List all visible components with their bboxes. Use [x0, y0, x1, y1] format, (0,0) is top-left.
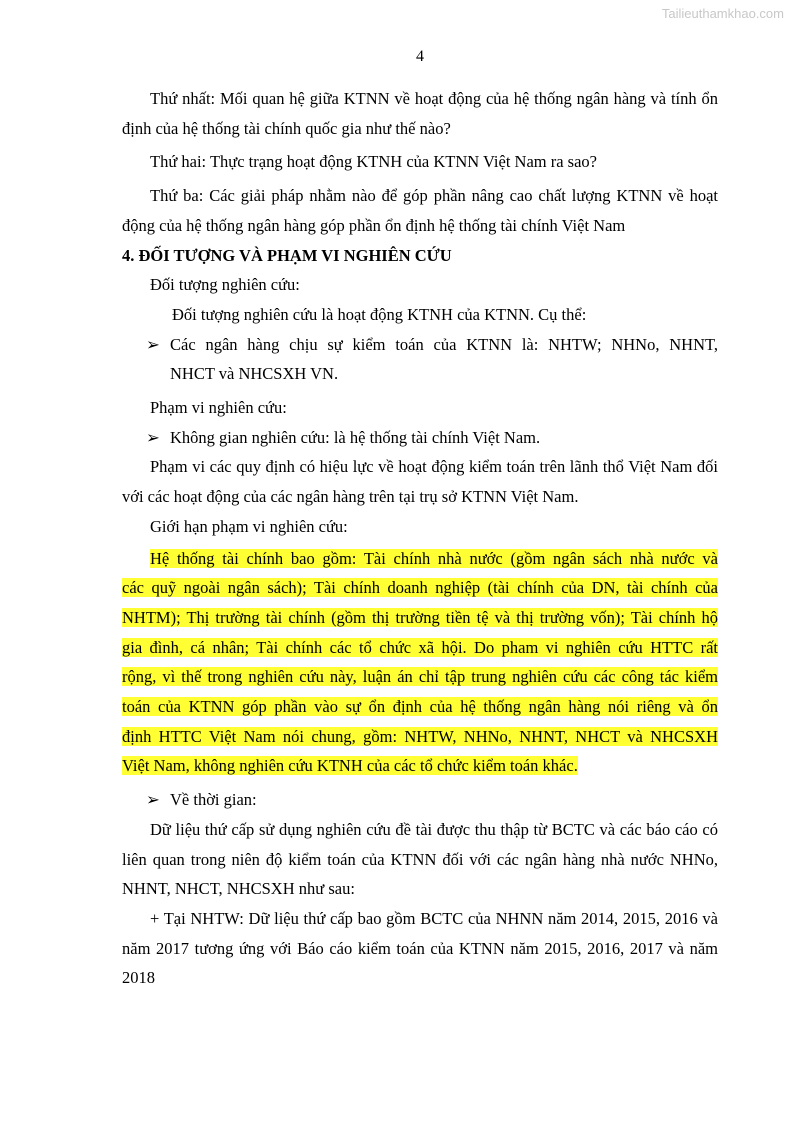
question-2: Thứ hai: Thực trạng hoạt động KTNH của KTNN Việt Nam ra sao?: [150, 152, 597, 172]
arrow-bullet-icon: ➢: [146, 790, 160, 810]
nhtw-text: + Tại NHTW: Dữ liệu thứ cấp bao gồm BCTC của NHNN năm 2014, 2015, 2016 và năm 2017 tương ứng với Báo cáo kiểm toán của KTNN năm 2015, 2016, 2017 và năm 2018: [122, 908, 718, 988]
highlighted-paragraph: [122, 544, 718, 782]
highlight-line: NHTM); Thị trường tài chính (gồm thị trường tiền tệ và thị trường vốn); Tài chính hộ: [122, 607, 718, 627]
time-text: Dữ liệu thứ cấp sử dụng nghiên cứu đề tài được thu thập từ BCTC và các báo cáo có liên quan trong niên độ kiểm toán của KTNN đối với các ngân hàng nhà nước NHNo, NHNT, NHCT, NHCSXH như sau:: [122, 819, 718, 899]
highlight-line: rộng, vì thế trong nghiên cứu này, luận án chỉ tập trung nghiên cứu các công tác kiểm: [122, 667, 718, 687]
document-body: [122, 84, 718, 993]
limit-label: Giới hạn phạm vi nghiên cứu:: [150, 516, 348, 536]
bullet-time: [122, 785, 718, 815]
bullet-time-text: Về thời gian:: [170, 790, 257, 810]
object-label: Đối tượng nghiên cứu:: [150, 275, 300, 295]
section-heading-4: 4. ĐỐI TƯỢNG VÀ PHẠM VI NGHIÊN CỨU: [122, 245, 452, 265]
question-3: Thứ ba: Các giải pháp nhằm nào để góp phần nâng cao chất lượng KTNN về hoạt động của hệ thống ngân hàng góp phần ổn định hệ thống tài chính Việt Nam: [122, 186, 718, 235]
bullet-banks-text: Các ngân hàng chịu sự kiểm toán của KTNN là: NHTW; NHNo, NHNT,: [170, 334, 718, 354]
object-text: Đối tượng nghiên cứu là hoạt động KTNH của KTNN. Cụ thể:: [172, 304, 587, 324]
highlight-line: các quỹ ngoài ngân sách); Tài chính doanh nghiệp (tài chính của DN, tài chính của: [122, 578, 718, 598]
question-1: Thứ nhất: Mối quan hệ giữa KTNN về hoạt động của hệ thống ngân hàng và tính ổn định của hệ thống tài chính quốc gia như thế nào?: [122, 89, 718, 138]
highlight-line: Việt Nam, không nghiên cứu KTNH của các tổ chức kiểm toán khác.: [122, 756, 578, 776]
highlight-line: toán của KTNN góp phần vào sự ổn định của hệ thống ngân hàng nói riêng và ổn: [122, 697, 718, 717]
arrow-bullet-icon: ➢: [146, 427, 160, 447]
arrow-bullet-icon: ➢: [146, 334, 160, 354]
highlight-line: gia đình, cá nhân; Tài chính các tổ chức xã hội. Do pham vi nghiên cứu HTTC rất: [122, 637, 718, 657]
highlight-line: định HTTC Việt Nam nói chung, gồm: NHTW, NHNo, NHNT, NHCT và NHCSXH: [122, 726, 718, 746]
watermark: Tailieuthamkhao.com: [661, 6, 784, 21]
page-number: 4: [416, 48, 424, 65]
bullet-space: [122, 423, 718, 453]
scope-label: Phạm vi nghiên cứu:: [150, 398, 287, 418]
bullet-space-text: Không gian nghiên cứu: là hệ thống tài chính Việt Nam.: [170, 427, 541, 447]
bullet-banks-continuation: NHCT và NHCSXH VN.: [170, 364, 339, 384]
scope-text: Phạm vi các quy định có hiệu lực về hoạt động kiểm toán trên lãnh thổ Việt Nam đối với các hoạt động của các ngân hàng trên tại trụ sở KTNN Việt Nam.: [122, 457, 718, 507]
highlight-line: Hệ thống tài chính bao gồm: Tài chính nhà nước (gồm ngân sách nhà nước và: [150, 548, 718, 568]
bullet-banks: [122, 330, 718, 360]
